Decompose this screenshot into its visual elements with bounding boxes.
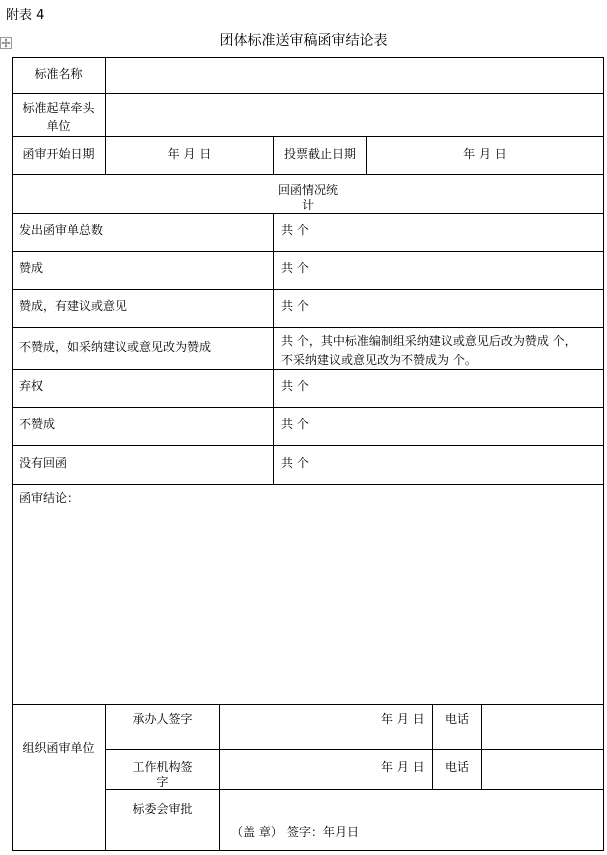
row-divider — [12, 251, 604, 252]
stat-row-label: 没有回函 — [19, 456, 68, 470]
stat-row-value[interactable]: 共 个 — [281, 417, 309, 431]
stat-row-label: 不赞成 — [19, 417, 56, 431]
agency-phone-label: 电话 — [444, 760, 469, 774]
committee-approval-label: 标委会审批 — [132, 802, 193, 816]
table-border-bottom — [12, 850, 604, 851]
sign-date-label: 签字：年月日 — [287, 825, 360, 839]
form-title: 团体标准送审稿函审结论表 — [219, 33, 388, 49]
agency-date[interactable]: 年 月 日 — [381, 760, 425, 774]
stat-row-value[interactable]: 共 个，其中标准编制组采纳建议或意见后改为赞成 个， — [281, 334, 577, 348]
table-border-right — [603, 57, 604, 851]
stat-row-value[interactable]: 共 个 — [281, 379, 309, 393]
stat-row-label: 发出函审单总数 — [19, 223, 104, 237]
stat-row-label: 不赞成，如采纳建议或意见改为赞成 — [19, 340, 212, 354]
agency-phone-field[interactable] — [482, 750, 603, 789]
deadline-field[interactable]: 年 月 日 — [463, 147, 507, 161]
stat-row-value-line2[interactable]: 不采纳建议或意见改为不赞成为 个。 — [281, 353, 477, 367]
seal-label: （盖 章） — [231, 825, 283, 839]
row-divider — [12, 445, 604, 446]
deadline-label: 投票截止日期 — [283, 147, 356, 161]
stat-row-value[interactable]: 共 个 — [281, 299, 309, 313]
conclusion-field[interactable] — [13, 508, 603, 703]
stats-heading-line1: 回函情况统 — [277, 183, 338, 197]
row-divider — [12, 289, 604, 290]
appendix-label: 附表 4 — [6, 8, 45, 23]
drafting-unit-label-line1: 标准起草牵头 — [22, 101, 95, 115]
handler-sign-label: 承办人签字 — [132, 712, 193, 726]
stat-row-value[interactable]: 共 个 — [281, 261, 309, 275]
row-divider — [12, 484, 604, 485]
drafting-unit-label-line2: 单位 — [46, 119, 71, 133]
stat-row-value[interactable]: 共 个 — [281, 223, 309, 237]
drafting-unit-field[interactable] — [106, 94, 603, 136]
handler-phone-label: 电话 — [444, 712, 469, 726]
agency-sign-label-line1: 工作机构签 — [132, 760, 193, 774]
stat-row-label: 弃权 — [19, 379, 44, 393]
stats-heading-line2: 计 — [301, 198, 314, 212]
row-divider — [12, 136, 604, 137]
standard-name-field[interactable] — [106, 58, 603, 93]
row-divider — [12, 407, 604, 408]
table-border-left — [12, 57, 13, 851]
handler-phone-field[interactable] — [482, 705, 603, 749]
stat-row-label: 赞成，有建议或意见 — [19, 299, 128, 313]
agency-sign-label-line2: 字 — [156, 775, 169, 789]
row-divider — [12, 327, 604, 328]
conclusion-label: 函审结论： — [19, 491, 80, 505]
row-divider — [12, 174, 604, 175]
committee-approval-field[interactable] — [220, 790, 603, 850]
row-divider — [12, 213, 604, 214]
start-date-label: 函审开始日期 — [22, 147, 95, 161]
stat-row-label: 赞成 — [19, 261, 44, 275]
row-divider — [12, 369, 604, 370]
standard-name-label: 标准名称 — [34, 67, 83, 81]
org-unit-label: 组织函审单位 — [22, 741, 95, 755]
stat-row-value[interactable]: 共 个 — [281, 456, 309, 470]
col-divider — [273, 213, 274, 484]
start-date-field[interactable]: 年 月 日 — [167, 147, 212, 161]
handler-date[interactable]: 年 月 日 — [381, 712, 425, 726]
